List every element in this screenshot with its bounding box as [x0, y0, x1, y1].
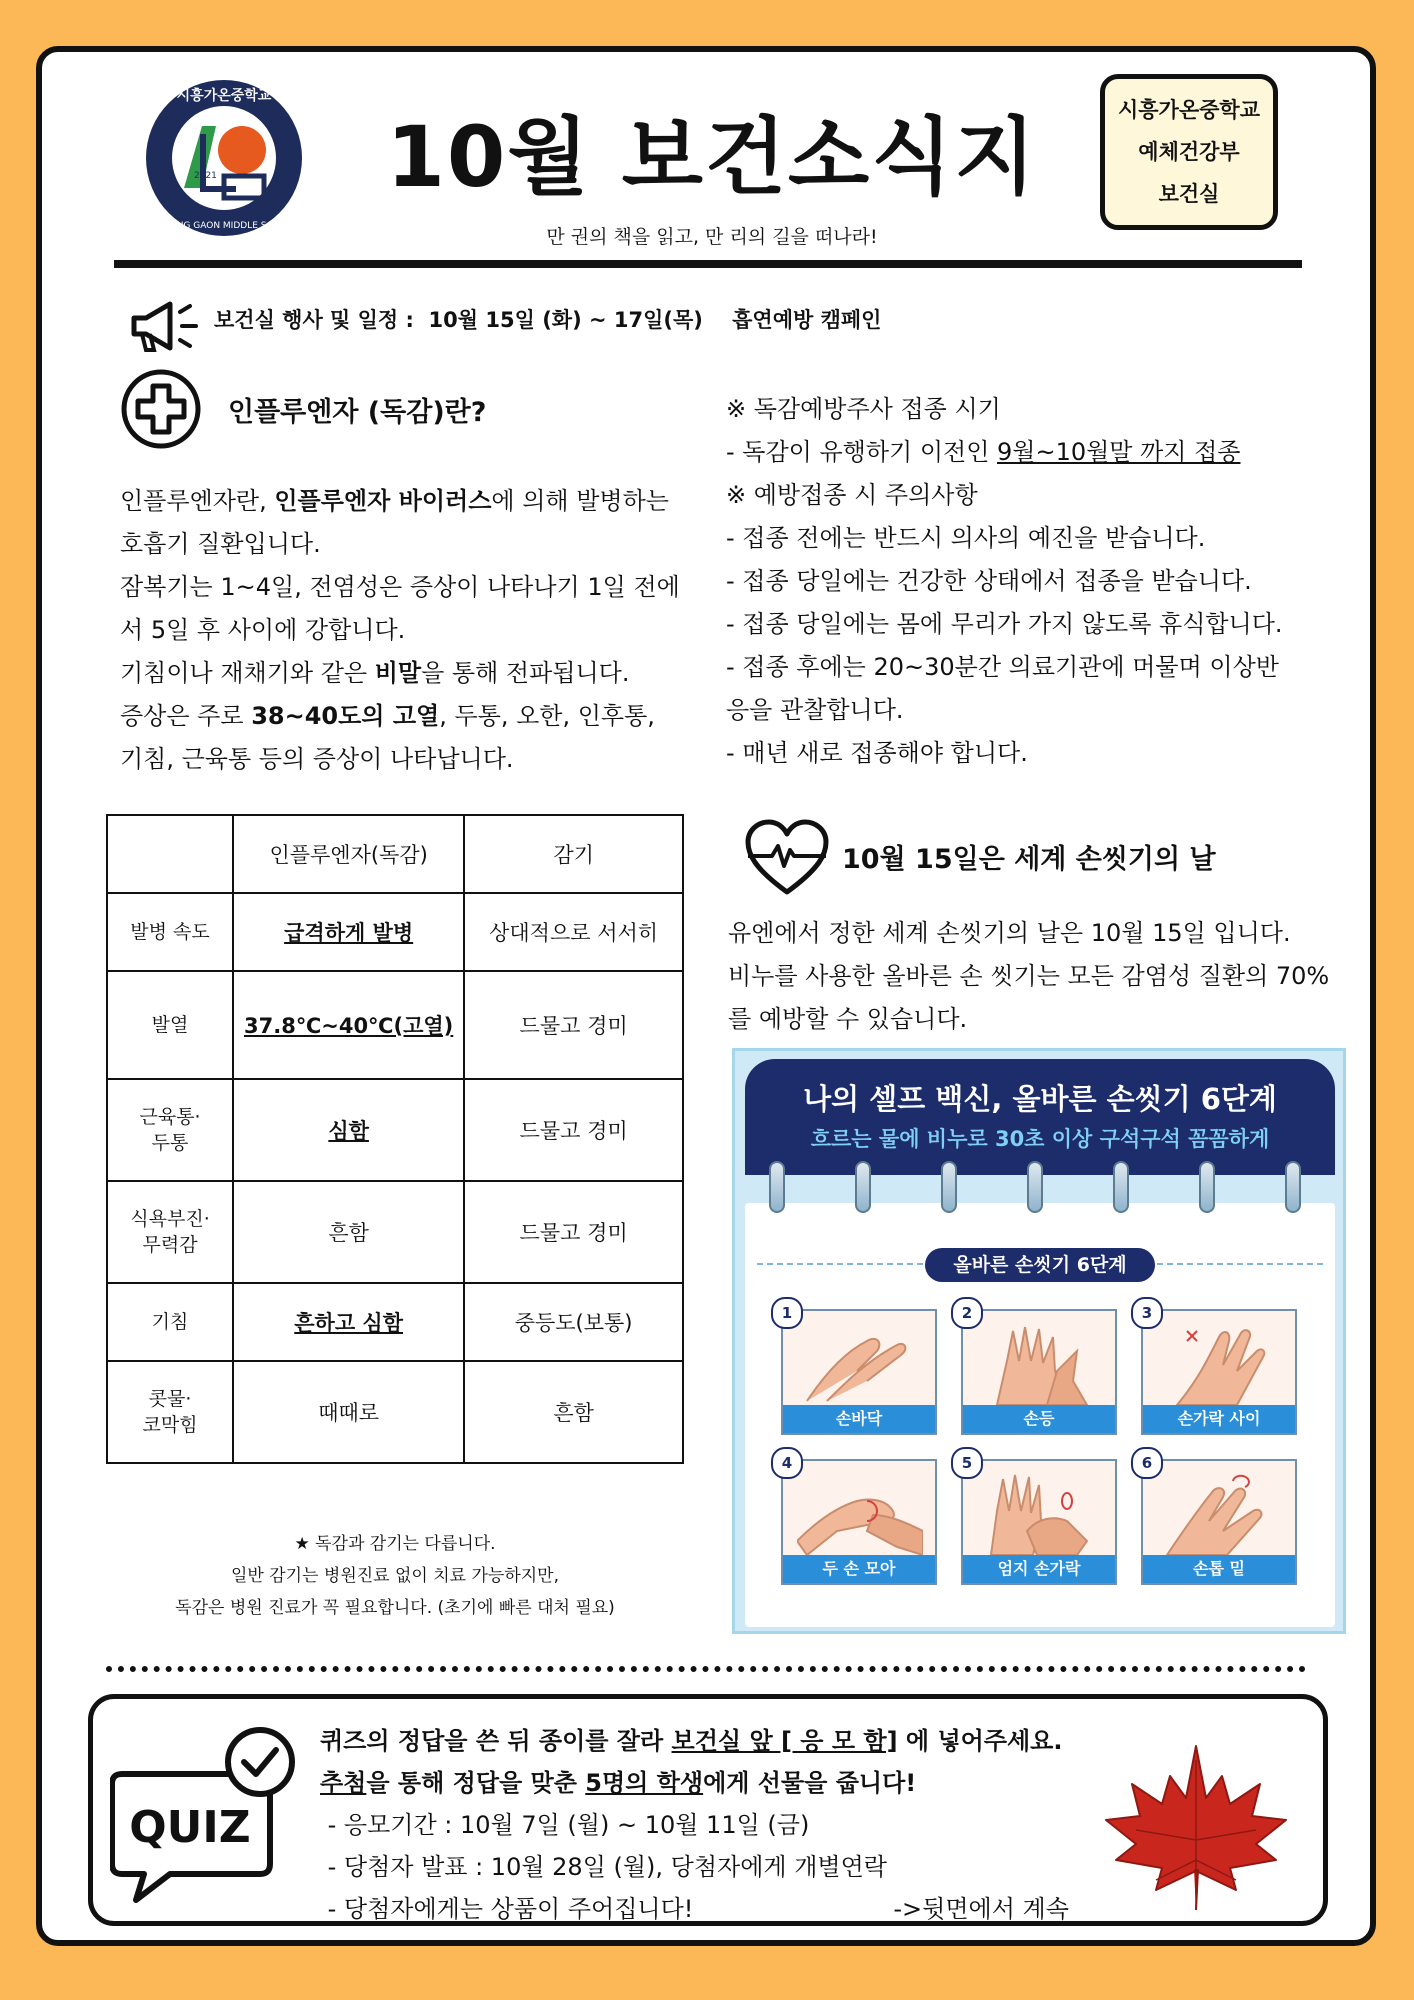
note-line-2: 일반 감기는 병원진료 없이 치료 가능하지만,: [230, 1566, 560, 1586]
row-flu-value: 흔함: [233, 1181, 464, 1283]
handwash-heading: 10월 15일은 세계 손씻기의 날: [842, 844, 1216, 875]
logo-text-top: 시흥가온중학교: [176, 88, 272, 104]
step-label: 손가락 사이: [1143, 1405, 1295, 1433]
flu-heading: 인플루엔자 (독감)란?: [228, 397, 487, 428]
table-row: [107, 1283, 683, 1361]
row-label: 콧물· 코막힘: [107, 1361, 233, 1463]
handwash-paragraph-1: 유엔에서 정한 세계 손씻기의 날은 10월 15일 입니다.: [728, 919, 1291, 947]
quiz-prize: - 당첨자에게는 상품이 주어집니다! ->뒷면에서 계속: [320, 1895, 1069, 1923]
row-flu-value: 급격하게 발병: [233, 893, 464, 971]
table-header-flu: 인플루엔자(독감): [233, 815, 464, 893]
row-label: 식욕부진· 무력감: [107, 1181, 233, 1283]
poster-title: 나의 셀프 백신, 올바른 손씻기 6단계: [803, 1082, 1277, 1116]
step-label: 손등: [963, 1405, 1115, 1433]
page-title: 10월 보건소식지: [386, 108, 1038, 206]
row-cold-value: 상대적으로 서서히: [464, 893, 683, 971]
handwash-step-4: [781, 1454, 937, 1585]
vaccine-timing: - 독감이 유행하기 이전인 9월~10월말 까지 접종: [726, 438, 1241, 466]
row-flu-value: 때때로: [233, 1361, 464, 1463]
step-label: 손바닥: [783, 1405, 935, 1433]
poster-steps-label: 올바른 손씻기 6단계: [925, 1248, 1155, 1282]
step-number: 2: [951, 1297, 983, 1329]
department-name: 예체건강부: [1138, 140, 1240, 164]
row-cold-value: 드물고 경미: [464, 1079, 683, 1181]
cross-icon: [120, 368, 202, 450]
step-label: 엄지 손가락: [963, 1555, 1115, 1583]
fingernails-icon: [1157, 1471, 1283, 1555]
table-row: [107, 1079, 683, 1181]
heart-icon: [744, 818, 830, 898]
quiz-icon: [110, 1724, 300, 1904]
handwash-paragraph-2: 비누를 사용한 올바른 손 씻기는 모든 감염성 질환의 70%를 예방할 수 있습니다.: [728, 962, 1330, 1033]
logo-text-bottom: SIHEUNG GAON MIDDLE SCHOOL: [149, 221, 299, 231]
newsletter-page: [36, 46, 1376, 1946]
poster-subtitle: 흐르는 물에 비누로 30초 이상 구석구석 꼼꼼하게: [810, 1127, 1270, 1151]
table-row: [107, 971, 683, 1079]
row-flu-value: 37.8℃~40℃(고열): [233, 971, 464, 1079]
ring: [769, 1161, 785, 1213]
poster-body: [745, 1203, 1335, 1627]
vaccine-caution-5: - 매년 새로 접종해야 합니다.: [726, 739, 1028, 767]
quiz-instructions: [320, 1720, 1220, 1930]
handwash-step-5: [961, 1454, 1117, 1585]
continue-on-back: ->뒷면에서 계속: [893, 1895, 1069, 1923]
palms-icon: [797, 1321, 923, 1405]
dotted-divider: [106, 1666, 1306, 1672]
note-line-3: 독감은 병원 진료가 꼭 필요합니다. (초기에 빠른 대처 필요): [175, 1598, 615, 1618]
vaccine-notes: [726, 388, 1346, 775]
table-row: [107, 1361, 683, 1463]
vaccine-timing-heading: ※ 독감예방주사 접종 시기: [726, 395, 1001, 423]
page-subtitle: 만 권의 책을 읽고, 만 리의 길을 떠나라!: [546, 226, 878, 248]
row-label: 발열: [107, 971, 233, 1079]
row-label: 기침: [107, 1283, 233, 1361]
office-name: 보건실: [1158, 182, 1220, 206]
step-number: 3: [1131, 1297, 1163, 1329]
ring: [855, 1161, 871, 1213]
handwash-poster: [732, 1048, 1346, 1634]
row-cold-value: 중등도(보통): [464, 1283, 683, 1361]
table-header-cold: 감기: [464, 815, 683, 893]
logo-year: 2021: [194, 171, 217, 181]
row-flu-value: 흔하고 심함: [233, 1283, 464, 1361]
row-cold-value: 드물고 경미: [464, 971, 683, 1079]
step-number: 6: [1131, 1447, 1163, 1479]
handwash-step-3: [1141, 1304, 1297, 1435]
quiz-icon-text: QUIZ: [129, 1802, 251, 1853]
flu-vs-cold-table: [106, 814, 684, 1464]
vaccine-caution-3: - 접종 당일에는 몸에 무리가 가지 않도록 휴식합니다.: [726, 610, 1283, 638]
back-of-hand-icon: [977, 1321, 1103, 1405]
poster-header: [745, 1059, 1335, 1175]
vaccine-caution-heading: ※ 예방접종 시 주의사항: [726, 481, 978, 509]
flu-cold-note: [106, 1528, 684, 1624]
flu-description: [120, 480, 680, 781]
vaccine-caution-2: - 접종 당일에는 건강한 상태에서 접종을 받습니다.: [726, 567, 1252, 595]
quiz-period: - 응모기간 : 10월 7일 (월) ~ 10월 11일 (금): [320, 1811, 810, 1839]
megaphone-icon: [128, 296, 206, 356]
handwash-description: [728, 912, 1348, 1041]
row-label: 발병 속도: [107, 893, 233, 971]
ring: [1113, 1161, 1129, 1213]
header-divider: [114, 260, 1302, 268]
note-line-1: ★ 독감과 감기는 다릅니다.: [294, 1534, 496, 1554]
step-number: 5: [951, 1447, 983, 1479]
ring: [1027, 1161, 1043, 1213]
event-schedule: 보건실 행사 및 일정 : 10월 15일 (화) ~ 17일(목) 흡연예방 캠페인: [214, 308, 882, 332]
ring: [941, 1161, 957, 1213]
step-number: 4: [771, 1447, 803, 1479]
handwash-step-1: [781, 1304, 937, 1435]
table-row: [107, 893, 683, 971]
vaccine-caution-4: - 접종 후에는 20~30분간 의료기관에 머물며 이상반: [726, 653, 1279, 681]
handwash-step-6: [1141, 1454, 1297, 1585]
school-department-box: [1100, 74, 1278, 230]
vaccine-caution-4-cont: 응을 관찰합니다.: [726, 696, 904, 724]
flu-paragraph-2: 잠복기는 1~4일, 전염성은 증상이 나타나기 1일 전에서 5일 후 사이에 강합니다.: [120, 573, 680, 644]
flu-paragraph-3: 기침이나 재채기와 같은 비말을 통해 전파됩니다.: [120, 659, 630, 687]
row-flu-value: 심함: [233, 1079, 464, 1181]
table-row: [107, 1181, 683, 1283]
maple-leaf-icon: [1096, 1740, 1296, 1920]
flu-paragraph-1: 인플루엔자란, 인플루엔자 바이러스에 의해 발병하는 호흡기 질환입니다.: [120, 487, 669, 558]
table-header-blank: [107, 815, 233, 893]
quiz-announcement: - 당첨자 발표 : 10월 28일 (월), 당첨자에게 개별연락: [320, 1853, 887, 1881]
table-header-row: [107, 815, 683, 893]
flu-paragraph-4: 증상은 주로 38~40도의 고열, 두통, 오한, 인후통, 기침, 근육통 등의 증상이 나타납니다.: [120, 702, 655, 773]
hands-together-icon: [797, 1471, 923, 1555]
ring: [1199, 1161, 1215, 1213]
step-label: 두 손 모아: [783, 1555, 935, 1583]
quiz-line-1: 퀴즈의 정답을 쓴 뒤 종이를 잘라 보건실 앞 [ 응 모 함] 에 넣어주세요.: [320, 1727, 1063, 1755]
step-number: 1: [771, 1297, 803, 1329]
ring: [1285, 1161, 1301, 1213]
vaccine-caution-1: - 접종 전에는 반드시 의사의 예진을 받습니다.: [726, 524, 1206, 552]
poster-rings: [759, 1161, 1319, 1211]
school-name: 시흥가온중학교: [1117, 98, 1260, 122]
quiz-line-2: 추첨을 통해 정답을 맞춘 5명의 학생에게 선물을 줍니다!: [320, 1769, 917, 1797]
thumb-icon: [977, 1471, 1103, 1555]
row-cold-value: 드물고 경미: [464, 1181, 683, 1283]
row-label: 근육통· 두통: [107, 1079, 233, 1181]
handwash-step-2: [961, 1304, 1117, 1435]
row-cold-value: 흔함: [464, 1361, 683, 1463]
between-fingers-icon: [1157, 1321, 1283, 1405]
step-label: 손톱 밑: [1143, 1555, 1295, 1583]
